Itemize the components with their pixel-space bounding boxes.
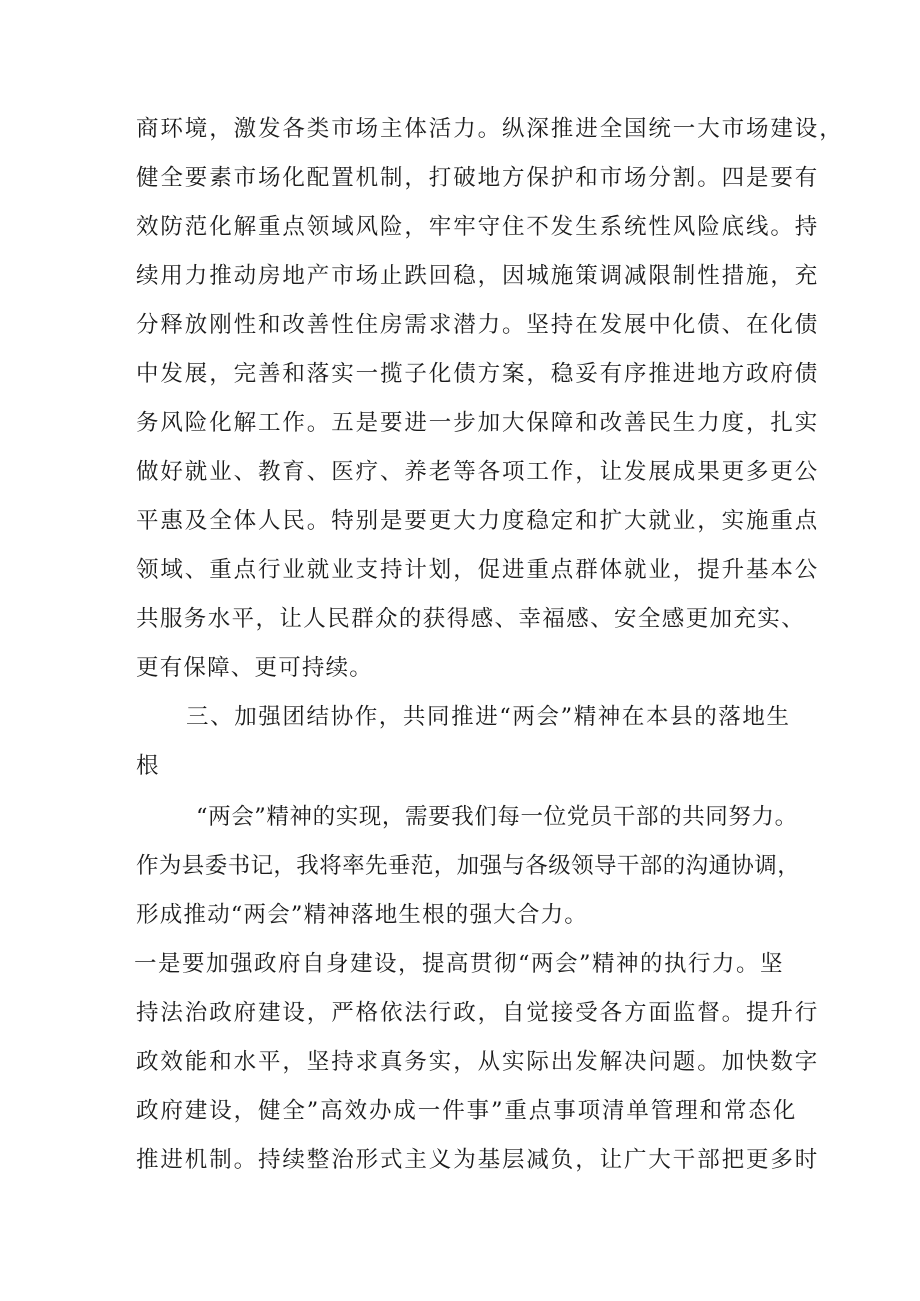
text-line: 作为县委书记，我将率先垂范，加强与各级领导干部的沟通协调， bbox=[136, 853, 801, 879]
text-line: 形成推动“两会”精神落地生根的强大合力。 bbox=[136, 902, 589, 928]
section-heading-continued: 根 bbox=[136, 753, 160, 779]
text-line: 效防范化解重点领域风险，牢牢守住不发生系统性风险底线。持 bbox=[136, 214, 820, 240]
text-line: 中发展，完善和落实一揽子化债方案，稳妥有序推进地方政府债 bbox=[136, 361, 820, 387]
text-line: 商环境，激发各类市场主体活力。纵深推进全国统一大市场建设， bbox=[136, 116, 844, 142]
text-line: 健全要素市场化配置机制，打破地方保护和市场分割。四是要有 bbox=[136, 165, 820, 191]
text-line: 领域、重点行业就业支持计划，促进重点群体就业，提升基本公 bbox=[136, 557, 820, 583]
text-line: 续用力推动房地产市场止跌回稳，因城施策调减限制性措施，充 bbox=[136, 263, 820, 289]
text-line: 持法治政府建设，严格依法行政，自觉接受各方面监督。提升行 bbox=[136, 1000, 820, 1026]
text-line: 政效能和水平，坚持求真务实，从实际出发解决问题。加快数字 bbox=[136, 1049, 820, 1075]
text-line: 做好就业、教育、医疗、养老等各项工作，让发展成果更多更公 bbox=[136, 459, 820, 485]
text-line: 平惠及全体人民。特别是要更大力度稳定和扩大就业，实施重点 bbox=[136, 508, 820, 534]
text-line: “两会”精神的实现，需要我们每一位党员干部的共同努力。 bbox=[196, 804, 798, 830]
text-line: 共服务水平，让人民群众的获得感、幸福感、安全感更加充实、 bbox=[136, 606, 806, 632]
text-line: 一是要加强政府自身建设，提高贯彻“两会”精神的执行力。坚 bbox=[134, 951, 785, 977]
text-line: 推进机制。持续整治形式主义为基层减负，让广大干部把更多时 bbox=[136, 1147, 820, 1173]
text-line: 务风险化解工作。五是要进一步加大保障和改善民生力度，扎实 bbox=[136, 410, 820, 436]
text-line: 政府建设，健全”高效办成一件事”重点事项清单管理和常态化 bbox=[136, 1098, 798, 1124]
text-line: 分释放刚性和改善性住房需求潜力。坚持在发展中化债、在化债 bbox=[136, 312, 820, 338]
section-heading: 三、加强团结协作，共同推进“两会”精神在本县的落地生 bbox=[186, 704, 791, 730]
text-line: 更有保障、更可持续。 bbox=[136, 655, 374, 681]
